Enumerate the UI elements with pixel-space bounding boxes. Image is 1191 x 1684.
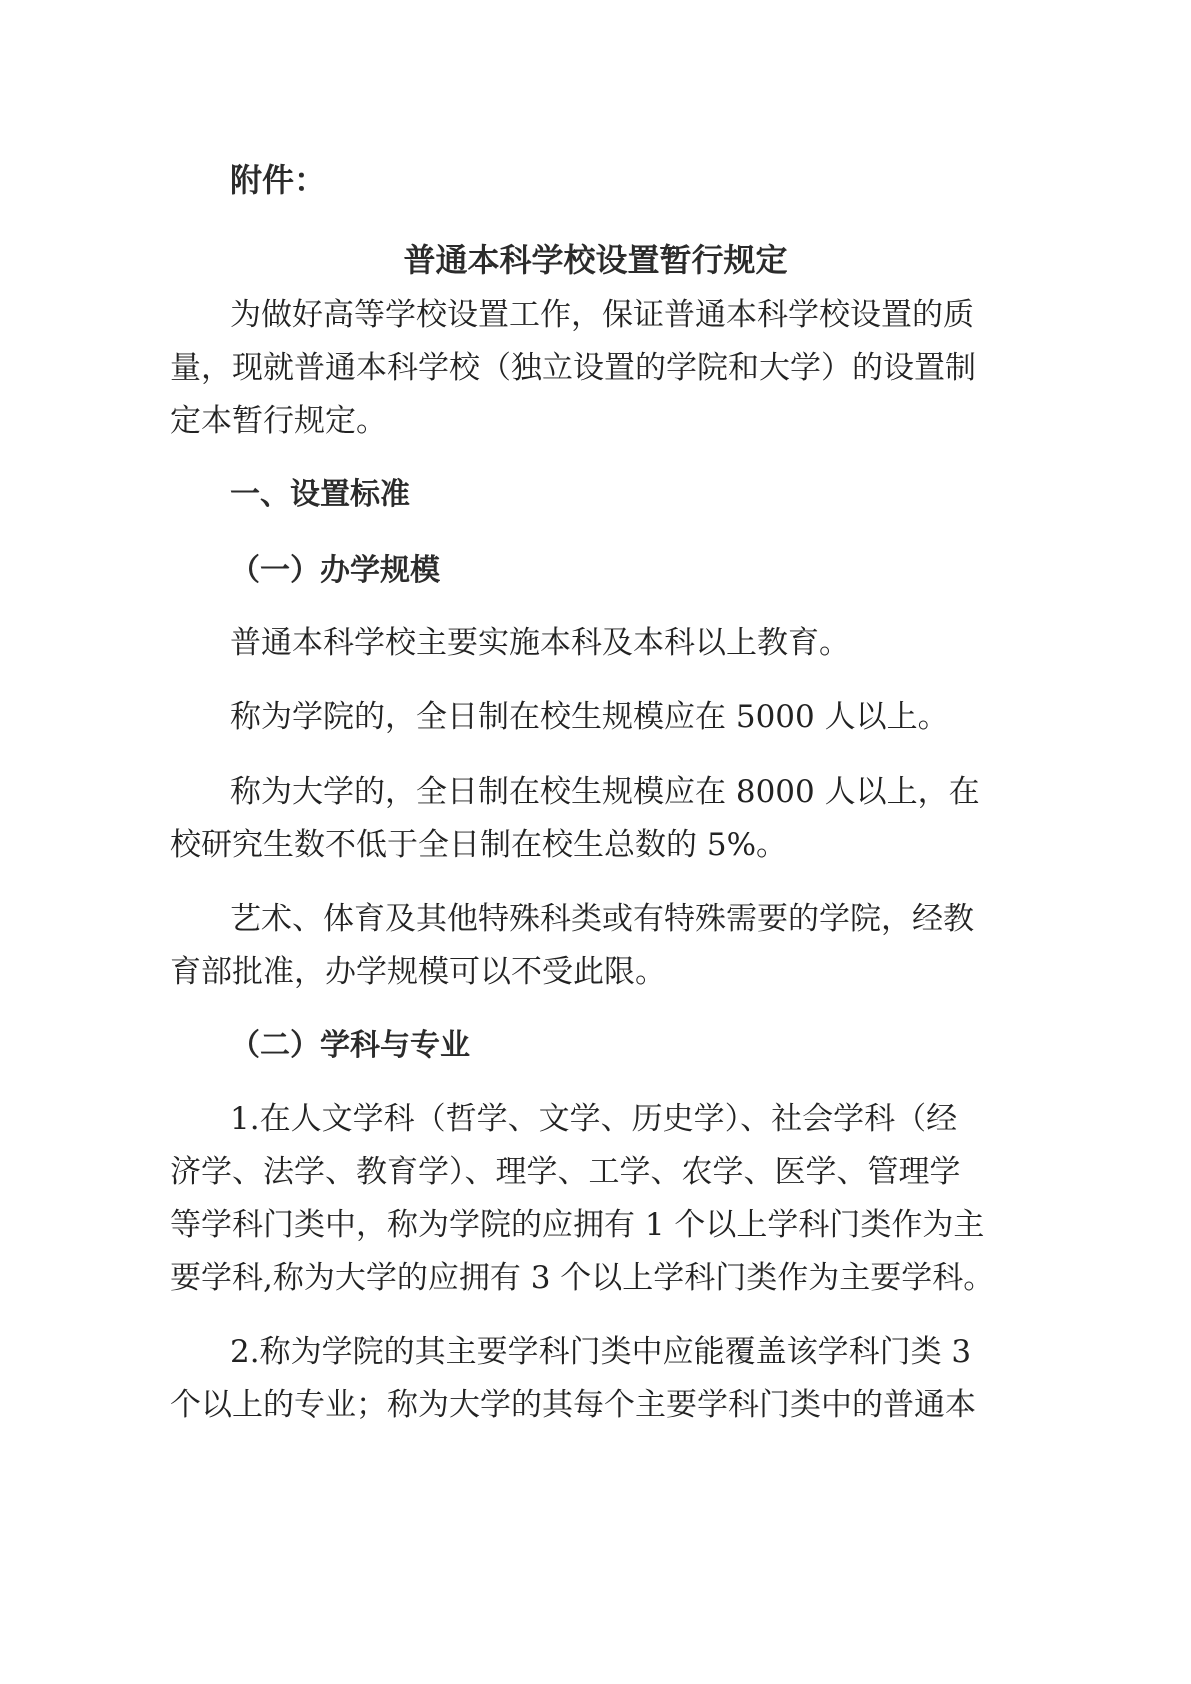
paragraph-scale-4-line-1: 艺术、体育及其他特殊科类或有特殊需要的学院，经教	[230, 901, 974, 937]
paragraph-scale-3-line-2: 校研究生数不低于全日制在校生总数的 5%。	[170, 827, 788, 863]
item-1-line-4: 要学科,称为大学的应拥有 3 个以上学科门类作为主要学科。	[170, 1260, 995, 1296]
paragraph-scale-2: 称为学院的，全日制在校生规模应在 5000 人以上。	[230, 699, 949, 735]
paragraph-scale-1: 普通本科学校主要实施本科及本科以上教育。	[230, 625, 850, 661]
subsection-heading-scale: （一）办学规模	[230, 553, 440, 588]
section-heading-standards: 一、设置标准	[230, 477, 410, 512]
intro-line-2: 量，现就普通本科学校（独立设置的学院和大学）的设置制	[170, 350, 976, 386]
intro-line-1: 为做好高等学校设置工作，保证普通本科学校设置的质	[230, 297, 974, 333]
item-1-line-3: 等学科门类中，称为学院的应拥有 1 个以上学科门类作为主	[170, 1207, 985, 1243]
attachment-label: 附件：	[230, 161, 327, 199]
paragraph-scale-4-line-2: 育部批准，办学规模可以不受此限。	[170, 954, 666, 990]
item-2-line-2: 个以上的专业；称为大学的其每个主要学科门类中的普通本	[170, 1387, 976, 1423]
paragraph-scale-3-line-1: 称为大学的，全日制在校生规模应在 8000 人以上，在	[230, 774, 980, 810]
item-1-line-2: 济学、法学、教育学）、理学、工学、农学、医学、管理学	[170, 1154, 961, 1190]
item-2-line-1: 2.称为学院的其主要学科门类中应能覆盖该学科门类 3	[230, 1334, 972, 1370]
subsection-heading-disciplines: （二）学科与专业	[230, 1028, 470, 1063]
item-1-line-1: 1.在人文学科（哲学、文学、历史学）、社会学科（经	[230, 1101, 958, 1137]
document-title: 普通本科学校设置暂行规定	[403, 241, 788, 279]
intro-line-3: 定本暂行规定。	[170, 403, 387, 439]
